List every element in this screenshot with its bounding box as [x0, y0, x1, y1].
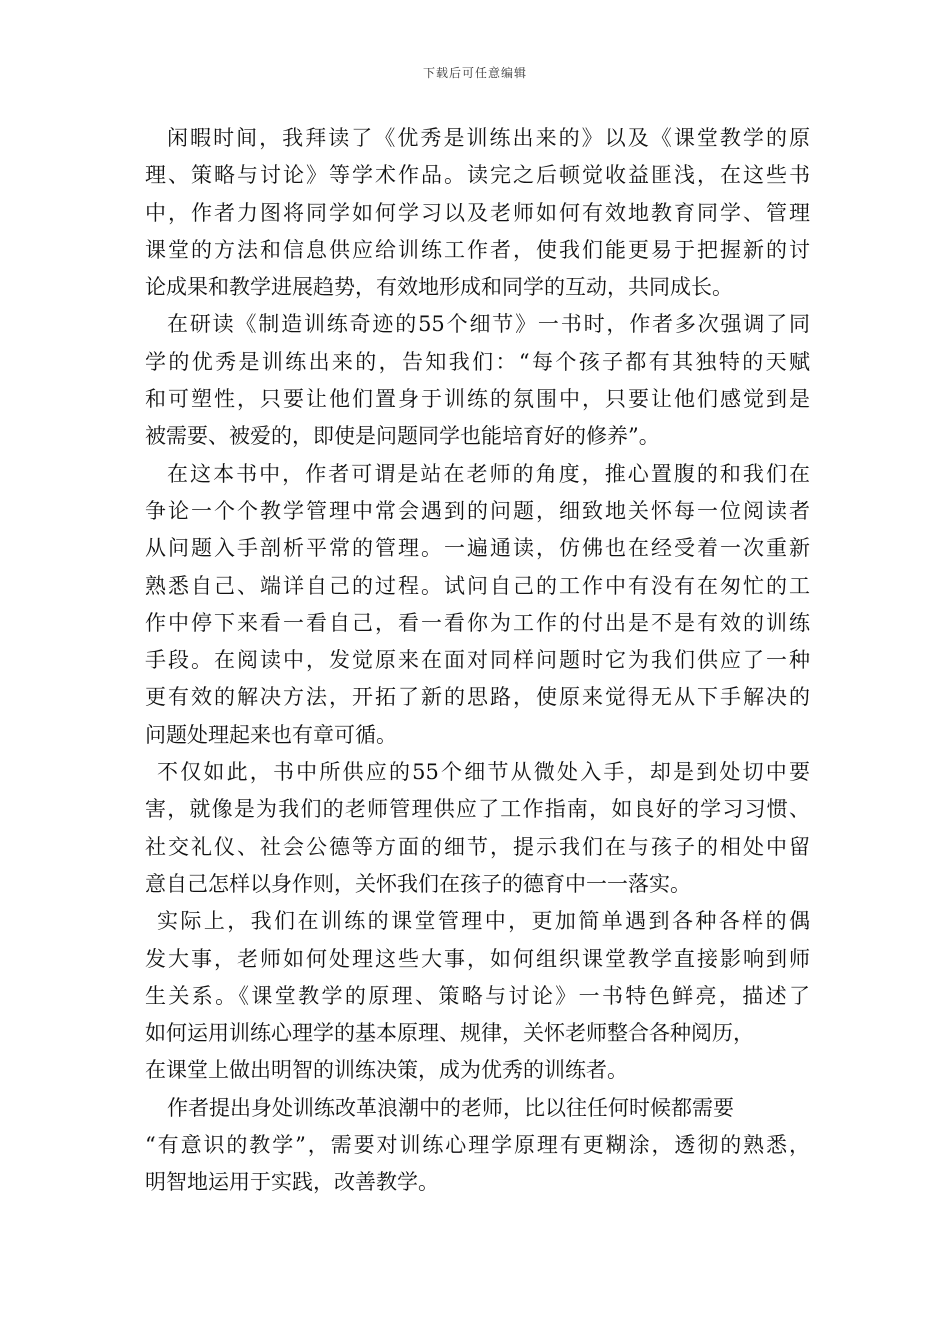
text-line: 在研读《制造训练奇迹的55个细节》一书时，作者多次强调了同: [167, 312, 810, 337]
text-line: 不仅如此，书中所供应的55个细节从微处入手，却是到处切中要: [157, 760, 810, 785]
text-line: 生关系。《课堂教学的原理、策略与讨论》一书特色鲜亮，描述了: [145, 983, 810, 1008]
paragraph: [145, 1090, 810, 1202]
text-line: 如何运用训练心理学的基本原理、规律，关怀老师整合各种阅历，: [145, 1021, 754, 1046]
document-body: [145, 120, 810, 1202]
paragraph: [145, 306, 810, 455]
text-line: 问题处理起来也有章可循。: [145, 722, 397, 747]
text-line: 害，就像是为我们的老师管理供应了工作指南，如良好的学习习惯、: [145, 797, 810, 822]
text-line: 学的优秀是训练出来的，告知我们：“每个孩子都有其独特的天赋: [145, 349, 810, 374]
paragraph: [145, 456, 810, 754]
text-line: 理、策略与讨论》等学术作品。读完之后顿觉收益匪浅，在这些书: [145, 163, 810, 188]
text-line: 社交礼仪、社会公德等方面的细节，提示我们在与孩子的相处中留: [145, 834, 810, 859]
text-line: 发大事，老师如何处理这些大事，如何组织课堂教学直接影响到师: [145, 946, 810, 971]
paragraph: [145, 754, 810, 903]
paragraph: [145, 120, 810, 306]
text-line: 作者提出身处训练改革浪潮中的老师，比以往任何时候都需要: [167, 1095, 734, 1120]
text-line: 闲暇时间，我拜读了《优秀是训练出来的》以及《课堂教学的原: [167, 126, 810, 150]
text-line: 论成果和教学进展趋势，有效地形成和同学的互动，共同成长。: [145, 275, 733, 300]
paragraph: [145, 903, 810, 1089]
text-line: 课堂的方法和信息供应给训练工作者，使我们能更易于把握新的讨: [145, 237, 810, 262]
text-line: 在课堂上做出明智的训练决策，成为优秀的训练者。: [145, 1058, 628, 1083]
page-header: 下载后可任意编辑: [422, 66, 527, 80]
text-line: 被需要、被爱的，即使是问题同学也能培育好的修养”。: [145, 424, 660, 449]
text-line: 和可塑性，只要让他们置身于训练的氛围中，只要让他们感觉到是: [145, 387, 810, 412]
text-line: 中，作者力图将同学如何学习以及老师如何有效地教育同学、管理: [145, 200, 810, 225]
text-line: 手段。在阅读中，发觉原来在面对同样问题时它为我们供应了一种: [145, 648, 810, 673]
text-line: 争论一个个教学管理中常会遇到的问题，细致地关怀每一位阅读者: [145, 498, 810, 523]
text-line: 明智地运用于实践，改善教学。: [145, 1170, 439, 1195]
text-line: 更有效的解决方法，开拓了新的思路，使原来觉得无从下手解决的: [145, 685, 810, 710]
text-line: 作中停下来看一看自己，看一看你为工作的付出是不是有效的训练: [145, 610, 810, 635]
text-line: 在这本书中，作者可谓是站在老师的角度，推心置腹的和我们在: [167, 461, 810, 486]
text-line: 从问题入手剖析平常的管理。一遍通读，仿佛也在经受着一次重新: [145, 536, 810, 561]
text-line: 实际上，我们在训练的课堂管理中，更加简单遇到各种各样的偶: [157, 909, 810, 934]
text-line: 熟悉自己、端详自己的过程。试问自己的工作中有没有在匆忙的工: [145, 573, 810, 598]
text-line: 意自己怎样以身作则，关怀我们在孩子的德育中一一落实。: [145, 871, 691, 896]
text-line: “有意识的教学”，需要对训练心理学原理有更糊涂，透彻的熟悉，: [145, 1133, 810, 1158]
